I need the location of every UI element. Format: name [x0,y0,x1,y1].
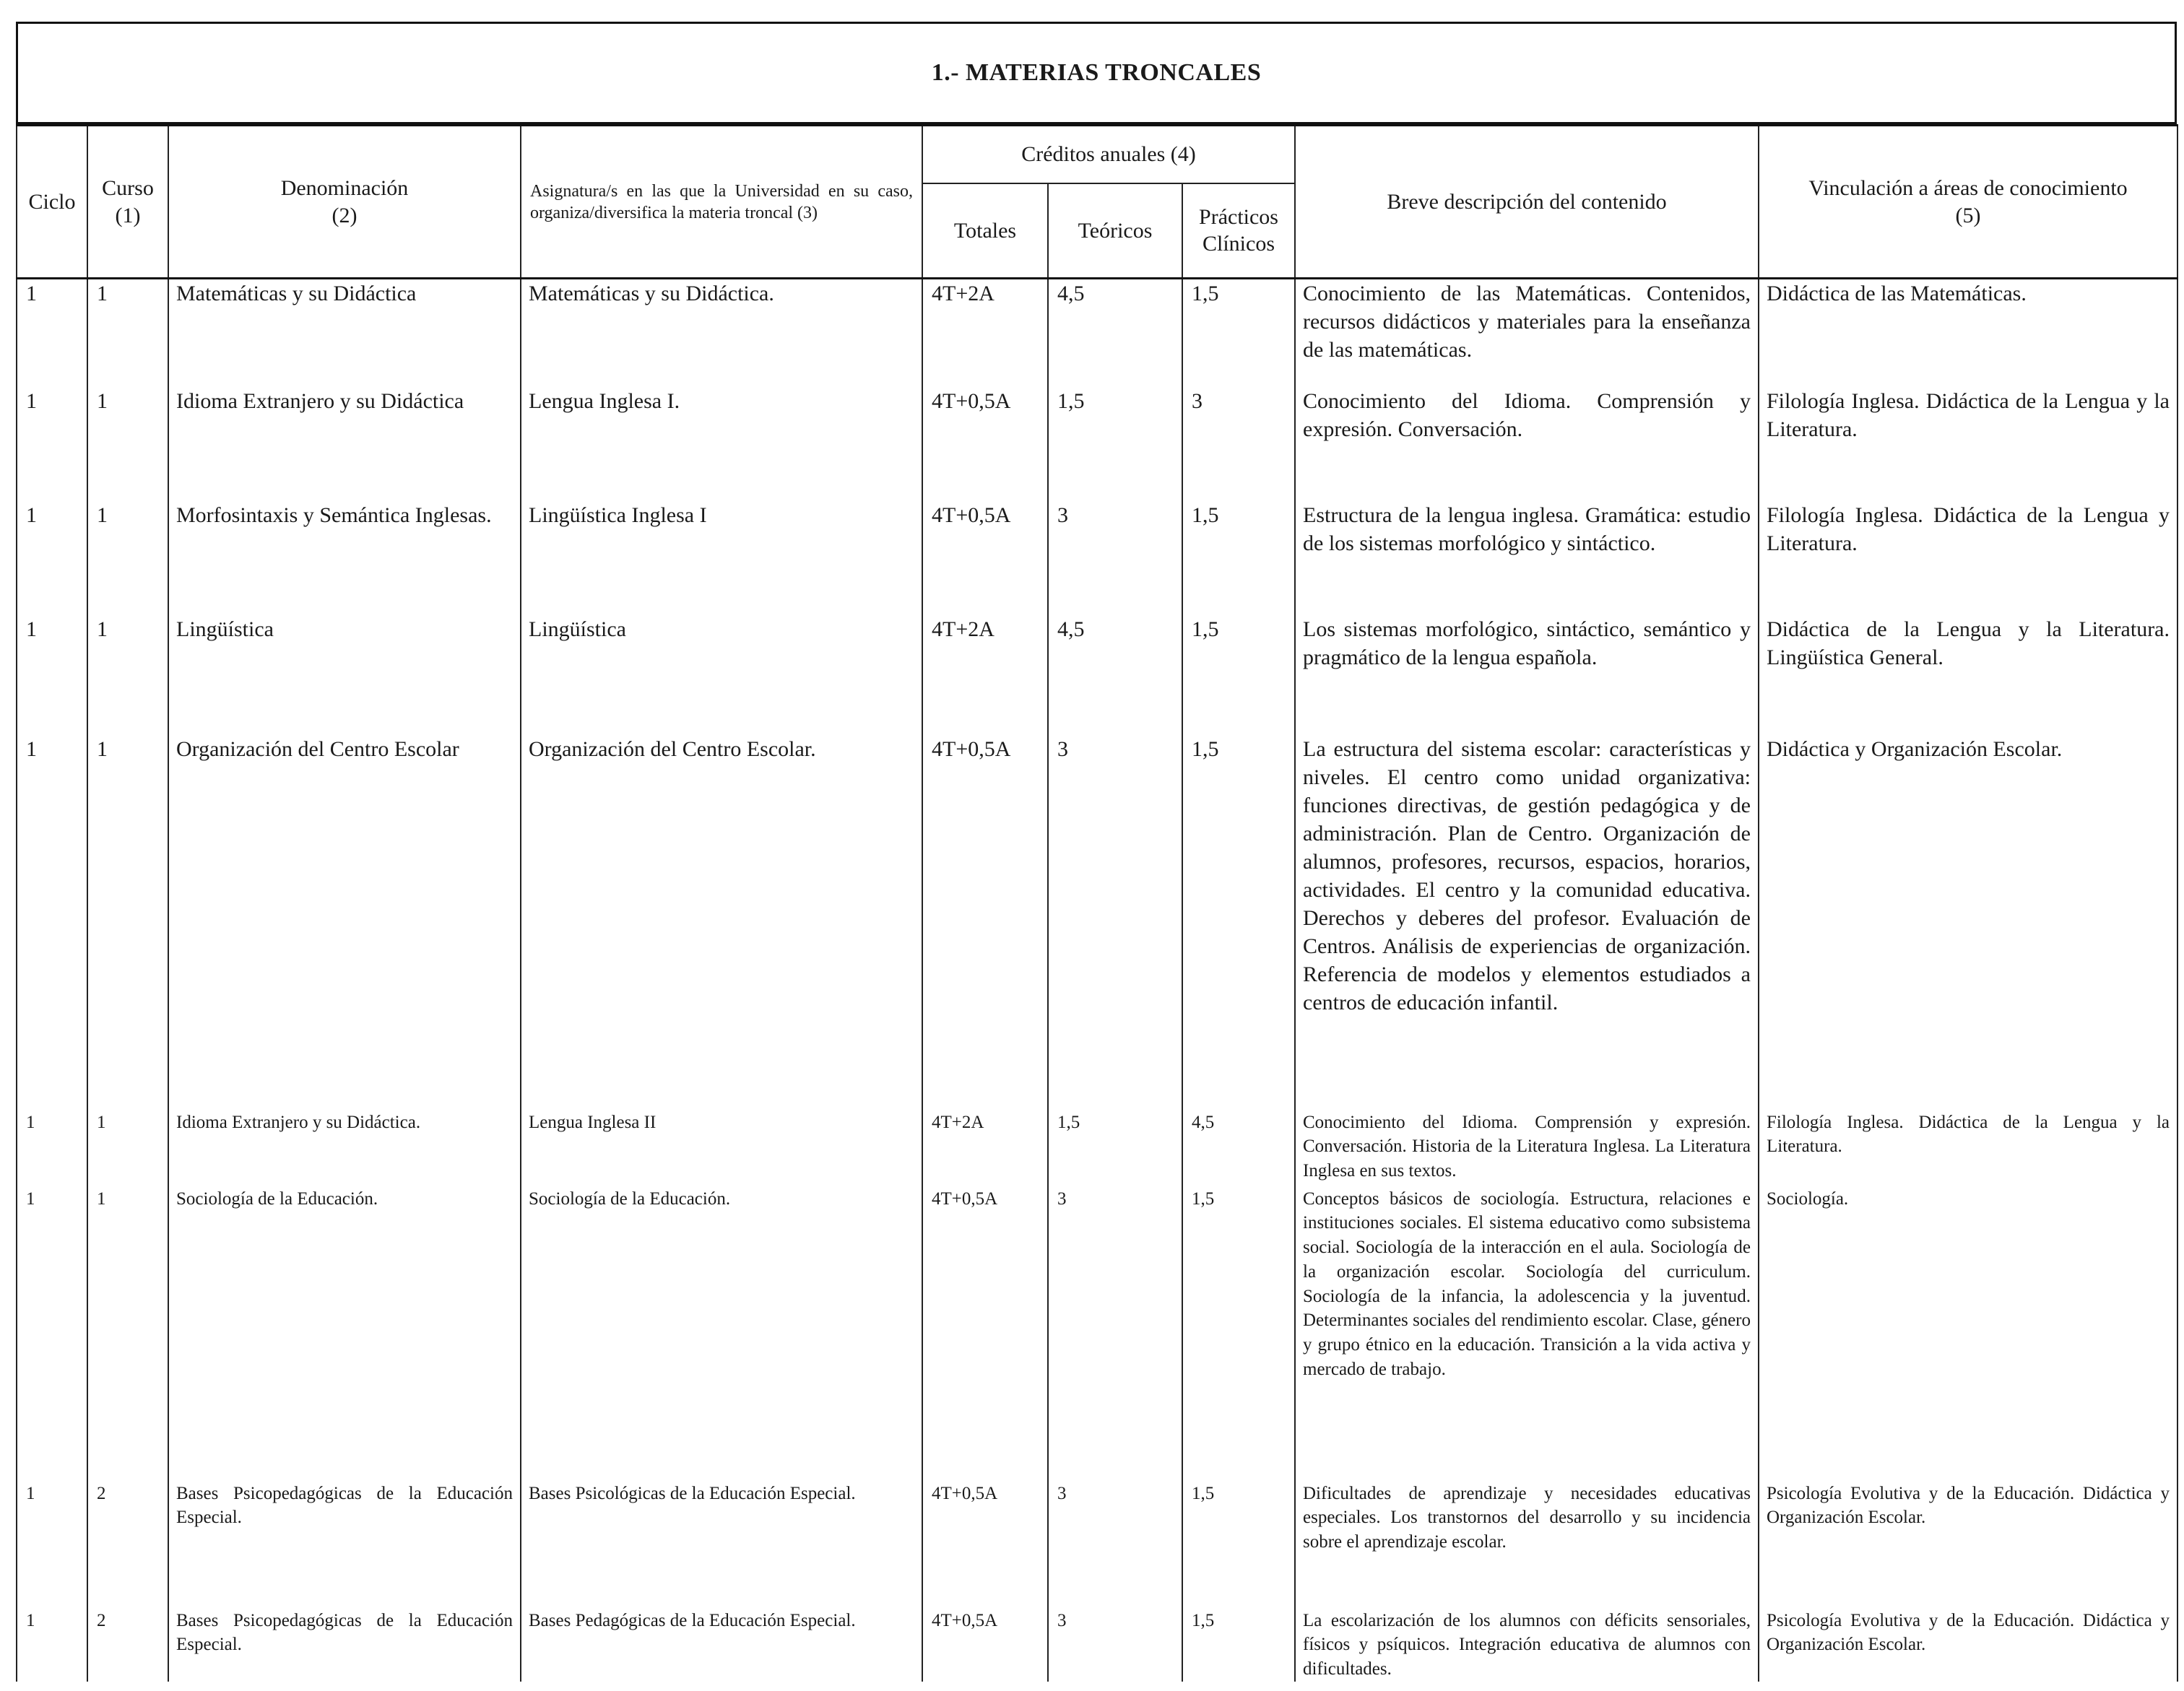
cell-denominacion: Lingüística [168,615,521,735]
cell-denominacion: Bases Psicopedagógicas de la Educación Especial. [168,1609,521,1682]
cell-curso: 1 [87,1110,168,1187]
cell-vinculacion: Didáctica de las Matemáticas. [1759,279,2178,387]
cell-totales: 4T+2A [922,615,1048,735]
cell-totales: 4T+0,5A [922,735,1048,1110]
cell-totales: 4T+0,5A [922,1187,1048,1482]
cell-descripcion: Estructura de la lengua inglesa. Gramática: estudio de los sistemas morfológico y sintáctico. [1295,501,1759,615]
cell-descripcion: Conocimiento de las Matemáticas. Contenidos, recursos didácticos y materiales para la enseñanza de las matemáticas. [1295,279,1759,387]
page-title: 1.- MATERIAS TRONCALES [931,59,1262,86]
header-ciclo: Ciclo [17,126,87,279]
cell-ciclo: 1 [17,615,87,735]
cell-ciclo: 1 [17,1110,87,1187]
cell-ciclo: 1 [17,1187,87,1482]
cell-curso: 1 [87,501,168,615]
table-row [17,1110,2178,1187]
cell-totales: 4T+0,5A [922,501,1048,615]
cell-curso: 1 [87,1187,168,1482]
cell-vinculacion: Filología Inglesa. Didáctica de la Lengua y Literatura. [1759,501,2178,615]
cell-curso: 1 [87,615,168,735]
cell-practicos: 1,5 [1182,1609,1295,1682]
cell-curso: 2 [87,1609,168,1682]
cell-denominacion: Sociología de la Educación. [168,1187,521,1482]
cell-denominacion: Organización del Centro Escolar [168,735,521,1110]
cell-practicos: 1,5 [1182,1482,1295,1609]
troncales-table [16,124,2178,1682]
cell-totales: 4T+2A [922,279,1048,387]
header-descripcion: Breve descripción del contenido [1295,126,1759,279]
cell-practicos: 4,5 [1182,1110,1295,1187]
table-row [17,279,2178,387]
table-row [17,501,2178,615]
cell-descripcion: La escolarización de los alumnos con déficits sensoriales, físicos y psíquicos. Integración educativa de alumnos con dificultades. [1295,1609,1759,1682]
header-vinculacion: Vinculación a áreas de conocimiento (5) [1759,126,2178,279]
table-row [17,1187,2178,1482]
cell-teoricos: 4,5 [1048,279,1182,387]
cell-ciclo: 1 [17,501,87,615]
cell-teoricos: 1,5 [1048,1110,1182,1187]
cell-practicos: 1,5 [1182,735,1295,1110]
cell-practicos: 1,5 [1182,1187,1295,1482]
cell-asignatura: Lengua Inglesa I. [521,387,922,501]
cell-descripcion: Conceptos básicos de sociología. Estructura, relaciones e instituciones sociales. El sistema educativo como subsistema social. Sociología de la interacción en el aula. Sociología de la organización escolar. Sociología del curriculum. Sociología de la infancia, la adolescencia y la juventud. Determinantes sociales del rendimiento escolar. Clase, género y grupo étnico en la educación. Transición a la vida activa y mercado de trabajo. [1295,1187,1759,1482]
cell-vinculacion: Sociología. [1759,1187,2178,1482]
cell-descripcion: Conocimiento del Idioma. Comprensión y expresión. Conversación. [1295,387,1759,501]
cell-ciclo: 1 [17,387,87,501]
cell-vinculacion: Filología Inglesa. Didáctica de la Lengua y la Literatura. [1759,1110,2178,1187]
cell-asignatura: Lengua Inglesa II [521,1110,922,1187]
cell-asignatura: Sociología de la Educación. [521,1187,922,1482]
header-denominacion: Denominación (2) [168,126,521,279]
cell-ciclo: 1 [17,1609,87,1682]
cell-totales: 4T+0,5A [922,1609,1048,1682]
cell-asignatura: Organización del Centro Escolar. [521,735,922,1110]
header-asignatura: Asignatura/s en las que la Universidad en su caso, organiza/diversifica la materia troncal (3) [521,126,922,279]
cell-teoricos: 3 [1048,1187,1182,1482]
cell-vinculacion: Didáctica de la Lengua y la Literatura. Lingüística General. [1759,615,2178,735]
header-creditos: Créditos anuales (4) [922,126,1295,183]
cell-ciclo: 1 [17,1482,87,1609]
title-box [16,22,2177,124]
header-totales: Totales [922,183,1048,279]
cell-asignatura: Lingüística [521,615,922,735]
cell-totales: 4T+0,5A [922,1482,1048,1609]
table-row [17,1609,2178,1682]
cell-teoricos: 3 [1048,735,1182,1110]
cell-curso: 2 [87,1482,168,1609]
table-row [17,735,2178,1110]
cell-curso: 1 [87,387,168,501]
document-page [16,22,2175,1691]
cell-vinculacion: Psicología Evolutiva y de la Educación. Didáctica y Organización Escolar. [1759,1482,2178,1609]
cell-denominacion: Matemáticas y su Didáctica [168,279,521,387]
cell-practicos: 1,5 [1182,615,1295,735]
cell-totales: 4T+2A [922,1110,1048,1187]
cell-totales: 4T+0,5A [922,387,1048,501]
cell-curso: 1 [87,735,168,1110]
cell-denominacion: Morfosintaxis y Semántica Inglesas. [168,501,521,615]
cell-asignatura: Bases Pedagógicas de la Educación Especial. [521,1609,922,1682]
cell-teoricos: 3 [1048,501,1182,615]
cell-practicos: 1,5 [1182,279,1295,387]
table-row [17,387,2178,501]
header-curso: Curso (1) [87,126,168,279]
cell-asignatura: Bases Psicológicas de la Educación Especial. [521,1482,922,1609]
header-practicos: Prácticos Clínicos [1182,183,1295,279]
cell-teoricos: 3 [1048,1482,1182,1609]
cell-teoricos: 4,5 [1048,615,1182,735]
cell-curso: 1 [87,279,168,387]
cell-ciclo: 1 [17,735,87,1110]
cell-denominacion: Idioma Extranjero y su Didáctica [168,387,521,501]
cell-vinculacion: Filología Inglesa. Didáctica de la Lengua y la Literatura. [1759,387,2178,501]
cell-descripcion: Los sistemas morfológico, sintáctico, semántico y pragmático de la lengua española. [1295,615,1759,735]
cell-teoricos: 3 [1048,1609,1182,1682]
cell-teoricos: 1,5 [1048,387,1182,501]
cell-denominacion: Idioma Extranjero y su Didáctica. [168,1110,521,1187]
table-row [17,1482,2178,1609]
header-teoricos: Teóricos [1048,183,1182,279]
table-row [17,615,2178,735]
cell-asignatura: Lingüística Inglesa I [521,501,922,615]
cell-asignatura: Matemáticas y su Didáctica. [521,279,922,387]
cell-descripcion: Dificultades de aprendizaje y necesidades educativas especiales. Los transtornos del desarrollo y su incidencia sobre el aprendizaje escolar. [1295,1482,1759,1609]
cell-vinculacion: Didáctica y Organización Escolar. [1759,735,2178,1110]
cell-practicos: 3 [1182,387,1295,501]
cell-denominacion: Bases Psicopedagógicas de la Educación Especial. [168,1482,521,1609]
cell-vinculacion: Psicología Evolutiva y de la Educación. Didáctica y Organización Escolar. [1759,1609,2178,1682]
cell-descripcion: Conocimiento del Idioma. Comprensión y expresión. Conversación. Historia de la Literatura Inglesa. La Literatura Inglesa en sus textos. [1295,1110,1759,1187]
cell-ciclo: 1 [17,279,87,387]
cell-descripcion: La estructura del sistema escolar: características y niveles. El centro como unidad organizativa: funciones directivas, de gestión pedagógica y de administración. Plan de Centro. Organización de alumnos, profesores, recursos, espacios, horarios, actividades. El centro y la comunidad educativa. Derechos y deberes del profesor. Evaluación de Centros. Análisis de experiencias de organización. Referencia de modelos y elementos estudiados a centros de educación infantil. [1295,735,1759,1110]
cell-practicos: 1,5 [1182,501,1295,615]
